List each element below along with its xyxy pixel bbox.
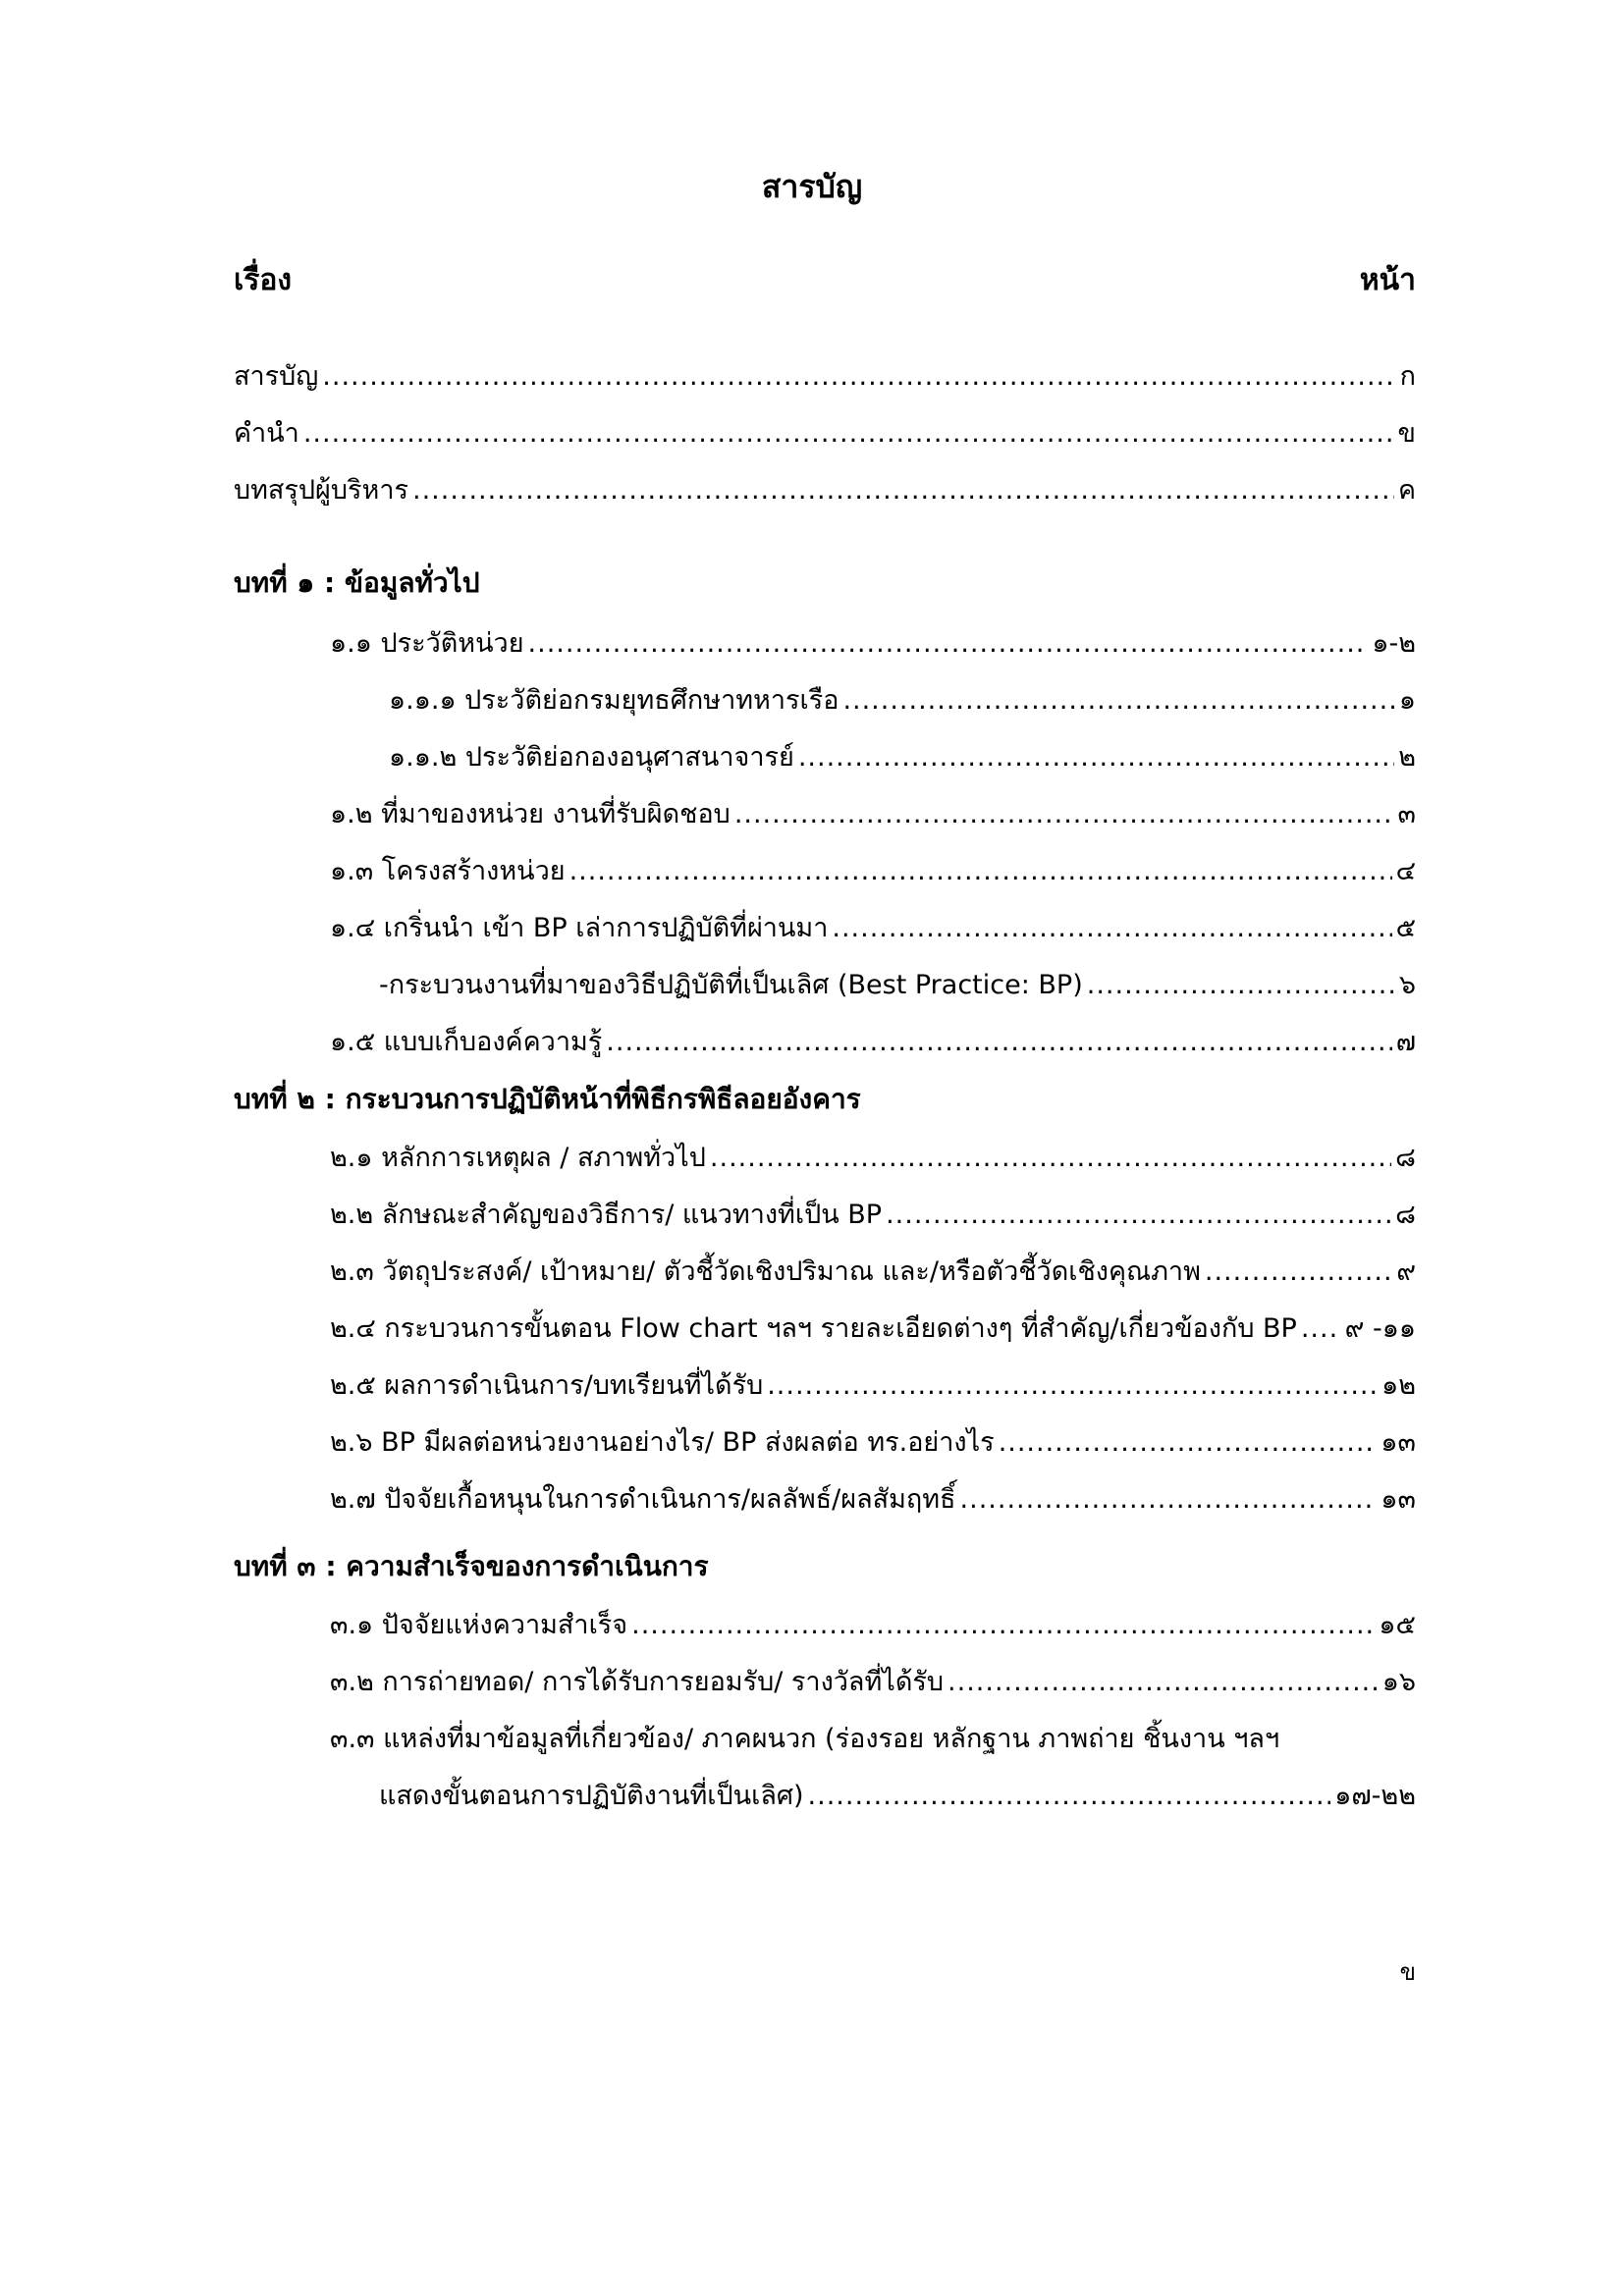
toc-entry-label: ๒.๓ วัตถุประสงค์/ เป้าหมาย/ ตัวชี้วัดเชิงปริมาณ และ/หรือตัวชี้วัดเชิงคุณภาพ xyxy=(330,1256,1201,1287)
leader-dots xyxy=(999,1423,1378,1463)
toc-entry xyxy=(330,624,1416,664)
toc-entry-page: ๖ xyxy=(1398,970,1416,1000)
toc-entry xyxy=(234,414,1416,454)
toc-entry-label: ๒.๗ ปัจจัยเกื้อหนุนในการดำเนินการ/ผลลัพธ์/ผลสัมฤทธิ์ xyxy=(330,1484,956,1515)
leader-dots xyxy=(528,624,1369,664)
toc-entry-page: ๔ xyxy=(1395,856,1416,886)
toc-entry xyxy=(330,795,1416,834)
toc-entry-label: ๑.๕ แบบเก็บองค์ความรู้ xyxy=(330,1027,603,1057)
toc-entry xyxy=(330,1480,1416,1520)
toc-entry xyxy=(330,1253,1416,1292)
toc-entry-label: ๑.๓ โครงสร้างหน่วย xyxy=(330,856,566,886)
toc-entry xyxy=(379,966,1416,1005)
toc-entry xyxy=(330,1139,1416,1178)
page-title: สารบัญ xyxy=(761,168,863,205)
toc-entry-page: ๑๖ xyxy=(1381,1667,1416,1697)
toc-entry-label: ๒.๔ กระบวนการขั้นตอน Flow chart ฯลฯ รายละเอียดต่างๆ ที่สำคัญ/เกี่ยวข้องกับ BP xyxy=(330,1313,1297,1344)
toc-entry xyxy=(330,1023,1416,1062)
toc-entry xyxy=(234,471,1416,510)
toc-entry-page: ๑ xyxy=(1398,685,1416,716)
toc-entry xyxy=(330,1606,1416,1645)
toc-entry-label: ๓.๑ ปัจจัยแห่งความสำเร็จ xyxy=(330,1610,628,1640)
header-subject: เรื่อง xyxy=(234,263,293,297)
toc-entry-label: บทสรุปผู้บริหาร xyxy=(234,475,408,506)
leader-dots xyxy=(808,1777,1331,1816)
toc-entry xyxy=(330,1309,1416,1349)
leader-dots xyxy=(886,1196,1391,1235)
toc-entry xyxy=(330,1366,1416,1406)
leader-dots xyxy=(832,909,1391,948)
leader-dots xyxy=(842,681,1394,721)
leader-dots xyxy=(1087,966,1395,1005)
toc-entry-label: -กระบวนงานที่มาของวิธีปฏิบัติที่เป็นเลิศ (Best Practice: BP) xyxy=(379,970,1083,1000)
toc-entry-label-multiline: ๓.๓ แหล่งที่มาข้อมูลที่เกี่ยวข้อง/ ภาคผนวก (ร่องรอย หลักฐาน ภาพถ่าย ชิ้นงาน ฯลฯ xyxy=(330,1724,1280,1754)
toc-entry-page: ๑๓ xyxy=(1380,1427,1416,1458)
chapter-heading: บทที่ ๓ : ความสำเร็จของการดำเนินการ xyxy=(234,1550,709,1582)
leader-dots xyxy=(412,471,1394,510)
chapter-heading: บทที่ ๑ : ข้อมูลทั่วไป xyxy=(234,566,480,599)
toc-entry-page: ๘ xyxy=(1395,1143,1416,1173)
toc-entry xyxy=(379,1777,1416,1816)
toc-entry-label: แสดงขั้นตอนการปฏิบัติงานที่เป็นเลิศ) xyxy=(379,1781,804,1811)
leader-dots xyxy=(798,738,1394,777)
leader-dots xyxy=(1301,1309,1341,1349)
toc-entry-page: ๑๒ xyxy=(1381,1370,1416,1401)
toc-entry-label: ๑.๔ เกริ่นนำ เข้า BP เล่าการปฏิบัติที่ผ่านมา xyxy=(330,913,829,943)
toc-entry xyxy=(330,852,1416,891)
toc-entry-page: ก xyxy=(1399,361,1416,392)
page-number: ข xyxy=(1399,1958,1416,1986)
toc-entry-label: ๑.๑.๒ ประวัติย่อกองอนุศาสนาจารย์ xyxy=(389,742,794,773)
toc-entry-page: ๑๗-๒๒ xyxy=(1334,1781,1416,1811)
toc-entry-label: สารบัญ xyxy=(234,361,319,392)
toc-entry-page: ๕ xyxy=(1395,913,1416,943)
leader-dots xyxy=(631,1606,1375,1645)
toc-entry-label: ๑.๑ ประวัติหน่วย xyxy=(330,628,524,659)
leader-dots xyxy=(947,1663,1379,1702)
leader-dots xyxy=(1205,1253,1392,1292)
chapter-heading: บทที่ ๒ : กระบวนการปฏิบัติหน้าที่พิธีกรพิธีลอยอังคาร xyxy=(234,1083,861,1115)
toc-entry-label: คำนำ xyxy=(234,418,299,449)
toc-entry-page: ๘ xyxy=(1395,1200,1416,1230)
leader-dots xyxy=(569,852,1392,891)
toc-entry xyxy=(330,1196,1416,1235)
toc-entry-label: ๒.๒ ลักษณะสำคัญของวิธีการ/ แนวทางที่เป็น BP xyxy=(330,1200,883,1230)
leader-dots xyxy=(303,414,1394,454)
toc-entry xyxy=(330,909,1416,948)
leader-dots xyxy=(322,357,1395,397)
toc-entry-label: ๒.๑ หลักการเหตุผล / สภาพทั่วไป xyxy=(330,1143,706,1173)
toc-entry-page: ๑-๒ xyxy=(1372,628,1416,659)
toc-entry-label: ๓.๒ การถ่ายทอด/ การได้รับการยอมรับ/ รางวัลที่ได้รับ xyxy=(330,1667,945,1697)
toc-entry-label: ๒.๕ ผลการดำเนินการ/บทเรียนที่ได้รับ xyxy=(330,1370,764,1401)
toc-entry xyxy=(389,738,1416,777)
leader-dots xyxy=(767,1366,1378,1406)
toc-entry-label: ๑.๑.๑ ประวัติย่อกรมยุทธศึกษาทหารเรือ xyxy=(389,685,839,716)
leader-dots xyxy=(606,1023,1391,1062)
toc-entry-page: ๙ xyxy=(1396,1256,1416,1287)
toc-entry-page: ๙ -๑๑ xyxy=(1344,1313,1416,1344)
toc-entry xyxy=(389,681,1416,721)
toc-entry xyxy=(330,1423,1416,1463)
leader-dots xyxy=(960,1480,1378,1520)
header-page: หน้า xyxy=(1359,263,1416,297)
toc-entry xyxy=(330,1663,1416,1702)
toc-entry-label: ๒.๖ BP มีผลต่อหน่วยงานอย่างไร/ BP ส่งผลต่อ ทร.อย่างไร xyxy=(330,1427,995,1458)
toc-entry-label: ๑.๒ ที่มาของหน่วย งานที่รับผิดชอบ xyxy=(330,799,731,829)
leader-dots xyxy=(710,1139,1391,1178)
toc-entry-page: ข xyxy=(1397,418,1416,449)
toc-entry xyxy=(234,357,1416,397)
toc-entry-page: ๓ xyxy=(1397,799,1416,829)
leader-dots xyxy=(734,795,1394,834)
toc-entry-page: ๑๕ xyxy=(1379,1610,1416,1640)
toc-entry-page: ค xyxy=(1397,475,1416,506)
toc-entry-page: ๗ xyxy=(1395,1027,1416,1057)
toc-entry-page: ๑๓ xyxy=(1380,1484,1416,1515)
toc-entry-page: ๒ xyxy=(1398,742,1416,773)
